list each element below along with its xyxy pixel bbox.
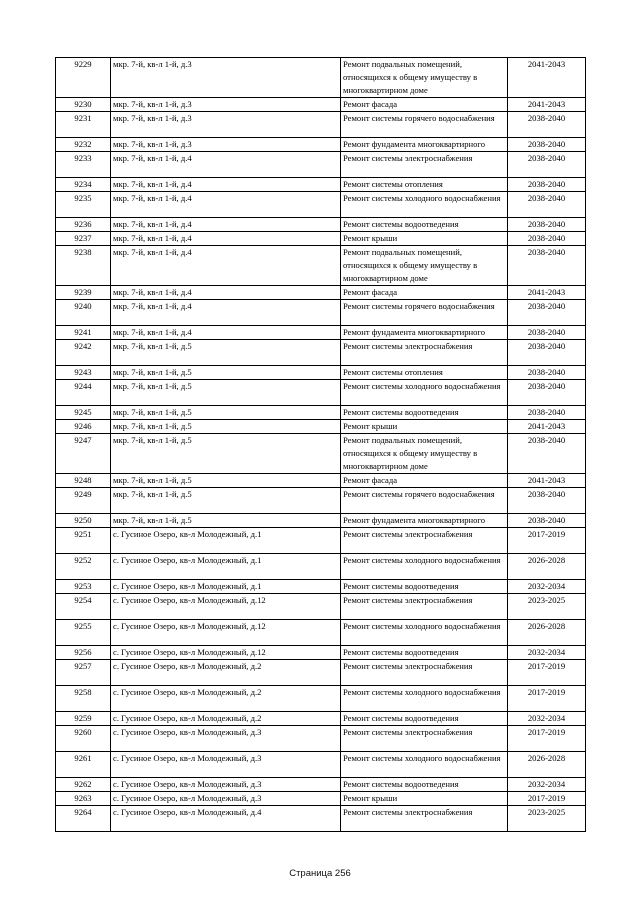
row-number-cell: 9235	[56, 192, 111, 218]
period-cell: 2038-2040	[508, 246, 586, 286]
period-cell: 2017-2019	[508, 686, 586, 712]
table-row	[56, 594, 586, 620]
row-number-cell: 9263	[56, 792, 111, 806]
work-type-cell: Ремонт крыши	[341, 420, 508, 434]
table-body	[56, 58, 586, 832]
address-cell: мкр. 7-й, кв-л 1-й, д.4	[111, 178, 341, 192]
address-cell: мкр. 7-й, кв-л 1-й, д.5	[111, 366, 341, 380]
address-cell: мкр. 7-й, кв-л 1-й, д.4	[111, 232, 341, 246]
address-cell: мкр. 7-й, кв-л 1-й, д.5	[111, 380, 341, 406]
work-schedule-table	[55, 57, 586, 832]
address-cell: с. Гусиное Озеро, кв-л Молодежный, д.12	[111, 594, 341, 620]
period-cell: 2038-2040	[508, 138, 586, 152]
work-type-cell: Ремонт фундамента многоквартирного	[341, 514, 508, 528]
row-number-cell: 9246	[56, 420, 111, 434]
address-cell: мкр. 7-й, кв-л 1-й, д.5	[111, 474, 341, 488]
work-type-cell: Ремонт системы электроснабжения	[341, 806, 508, 832]
row-number-cell: 9241	[56, 326, 111, 340]
page-number: Страница 256	[289, 868, 351, 879]
period-cell: 2026-2028	[508, 752, 586, 778]
table-row	[56, 752, 586, 778]
address-cell: мкр. 7-й, кв-л 1-й, д.5	[111, 488, 341, 514]
work-type-cell: Ремонт фасада	[341, 286, 508, 300]
period-cell: 2041-2043	[508, 286, 586, 300]
address-cell: с. Гусиное Озеро, кв-л Молодежный, д.1	[111, 580, 341, 594]
work-type-cell: Ремонт крыши	[341, 792, 508, 806]
row-number-cell: 9247	[56, 434, 111, 474]
row-number-cell: 9230	[56, 98, 111, 112]
work-type-cell: Ремонт системы водоотведения	[341, 646, 508, 660]
address-cell: мкр. 7-й, кв-л 1-й, д.3	[111, 112, 341, 138]
work-type-cell: Ремонт системы холодного водоснабжения	[341, 554, 508, 580]
work-type-cell: Ремонт системы холодного водоснабжения	[341, 752, 508, 778]
table-row	[56, 152, 586, 178]
work-type-cell: Ремонт системы холодного водоснабжения	[341, 192, 508, 218]
row-number-cell: 9237	[56, 232, 111, 246]
work-type-cell: Ремонт подвальных помещений, относящихся к общему имуществу в многоквартирном доме	[341, 58, 508, 98]
row-number-cell: 9248	[56, 474, 111, 488]
table-row	[56, 246, 586, 286]
address-cell: мкр. 7-й, кв-л 1-й, д.4	[111, 192, 341, 218]
table-row	[56, 686, 586, 712]
period-cell: 2023-2025	[508, 806, 586, 832]
table-row	[56, 112, 586, 138]
table-row	[56, 232, 586, 246]
period-cell: 2041-2043	[508, 474, 586, 488]
address-cell: мкр. 7-й, кв-л 1-й, д.3	[111, 138, 341, 152]
table-row	[56, 712, 586, 726]
period-cell: 2038-2040	[508, 340, 586, 366]
table-row	[56, 474, 586, 488]
work-type-cell: Ремонт системы холодного водоснабжения	[341, 380, 508, 406]
row-number-cell: 9260	[56, 726, 111, 752]
row-number-cell: 9252	[56, 554, 111, 580]
address-cell: мкр. 7-й, кв-л 1-й, д.3	[111, 58, 341, 98]
row-number-cell: 9239	[56, 286, 111, 300]
table-row	[56, 514, 586, 528]
period-cell: 2026-2028	[508, 554, 586, 580]
address-cell: с. Гусиное Озеро, кв-л Молодежный, д.3	[111, 778, 341, 792]
period-cell: 2038-2040	[508, 514, 586, 528]
table-row	[56, 488, 586, 514]
work-type-cell: Ремонт системы водоотведения	[341, 778, 508, 792]
table-row	[56, 58, 586, 98]
period-cell: 2017-2019	[508, 528, 586, 554]
address-cell: мкр. 7-й, кв-л 1-й, д.4	[111, 326, 341, 340]
period-cell: 2038-2040	[508, 192, 586, 218]
period-cell: 2032-2034	[508, 778, 586, 792]
table-row	[56, 300, 586, 326]
work-type-cell: Ремонт фасада	[341, 474, 508, 488]
row-number-cell: 9234	[56, 178, 111, 192]
period-cell: 2038-2040	[508, 326, 586, 340]
period-cell: 2017-2019	[508, 726, 586, 752]
address-cell: с. Гусиное Озеро, кв-л Молодежный, д.1	[111, 554, 341, 580]
period-cell: 2038-2040	[508, 380, 586, 406]
table-row	[56, 380, 586, 406]
period-cell: 2038-2040	[508, 152, 586, 178]
row-number-cell: 9236	[56, 218, 111, 232]
work-type-cell: Ремонт системы водоотведения	[341, 712, 508, 726]
row-number-cell: 9251	[56, 528, 111, 554]
row-number-cell: 9264	[56, 806, 111, 832]
period-cell: 2038-2040	[508, 178, 586, 192]
address-cell: мкр. 7-й, кв-л 1-й, д.4	[111, 152, 341, 178]
row-number-cell: 9253	[56, 580, 111, 594]
work-type-cell: Ремонт подвальных помещений, относящихся к общему имуществу в многоквартирном доме	[341, 434, 508, 474]
table-row	[56, 620, 586, 646]
period-cell: 2038-2040	[508, 366, 586, 380]
work-type-cell: Ремонт фундамента многоквартирного	[341, 326, 508, 340]
table-row	[56, 660, 586, 686]
period-cell: 2038-2040	[508, 218, 586, 232]
work-type-cell: Ремонт системы отопления	[341, 178, 508, 192]
period-cell: 2032-2034	[508, 712, 586, 726]
row-number-cell: 9257	[56, 660, 111, 686]
period-cell: 2017-2019	[508, 792, 586, 806]
address-cell: мкр. 7-й, кв-л 1-й, д.5	[111, 434, 341, 474]
address-cell: мкр. 7-й, кв-л 1-й, д.4	[111, 300, 341, 326]
table-row	[56, 326, 586, 340]
table-row	[56, 178, 586, 192]
row-number-cell: 9238	[56, 246, 111, 286]
period-cell: 2038-2040	[508, 406, 586, 420]
work-type-cell: Ремонт системы водоотведения	[341, 580, 508, 594]
row-number-cell: 9243	[56, 366, 111, 380]
row-number-cell: 9250	[56, 514, 111, 528]
period-cell: 2038-2040	[508, 112, 586, 138]
row-number-cell: 9231	[56, 112, 111, 138]
period-cell: 2041-2043	[508, 98, 586, 112]
address-cell: с. Гусиное Озеро, кв-л Молодежный, д.3	[111, 752, 341, 778]
row-number-cell: 9259	[56, 712, 111, 726]
table-row	[56, 726, 586, 752]
table-row	[56, 366, 586, 380]
row-number-cell: 9256	[56, 646, 111, 660]
address-cell: мкр. 7-й, кв-л 1-й, д.4	[111, 246, 341, 286]
work-type-cell: Ремонт системы электроснабжения	[341, 152, 508, 178]
work-type-cell: Ремонт крыши	[341, 232, 508, 246]
table-row	[56, 218, 586, 232]
address-cell: с. Гусиное Озеро, кв-л Молодежный, д.12	[111, 620, 341, 646]
work-type-cell: Ремонт фундамента многоквартирного	[341, 138, 508, 152]
period-cell: 2023-2025	[508, 594, 586, 620]
table-row	[56, 98, 586, 112]
table-row	[56, 138, 586, 152]
work-type-cell: Ремонт фасада	[341, 98, 508, 112]
row-number-cell: 9249	[56, 488, 111, 514]
address-cell: с. Гусиное Озеро, кв-л Молодежный, д.1	[111, 528, 341, 554]
work-type-cell: Ремонт системы электроснабжения	[341, 660, 508, 686]
table-row	[56, 192, 586, 218]
table-row	[56, 580, 586, 594]
work-type-cell: Ремонт системы электроснабжения	[341, 340, 508, 366]
row-number-cell: 9233	[56, 152, 111, 178]
table-row	[56, 286, 586, 300]
table-row	[56, 434, 586, 474]
row-number-cell: 9242	[56, 340, 111, 366]
work-type-cell: Ремонт системы водоотведения	[341, 406, 508, 420]
table-row	[56, 792, 586, 806]
work-type-cell: Ремонт системы холодного водоснабжения	[341, 686, 508, 712]
table-row	[56, 646, 586, 660]
work-type-cell: Ремонт системы горячего водоснабжения	[341, 112, 508, 138]
row-number-cell: 9245	[56, 406, 111, 420]
address-cell: с. Гусиное Озеро, кв-л Молодежный, д.4	[111, 806, 341, 832]
table-row	[56, 554, 586, 580]
period-cell: 2041-2043	[508, 58, 586, 98]
period-cell: 2038-2040	[508, 488, 586, 514]
work-type-cell: Ремонт подвальных помещений, относящихся к общему имуществу в многоквартирном доме	[341, 246, 508, 286]
row-number-cell: 9254	[56, 594, 111, 620]
address-cell: с. Гусиное Озеро, кв-л Молодежный, д.2	[111, 660, 341, 686]
row-number-cell: 9262	[56, 778, 111, 792]
address-cell: мкр. 7-й, кв-л 1-й, д.4	[111, 218, 341, 232]
period-cell: 2038-2040	[508, 434, 586, 474]
address-cell: мкр. 7-й, кв-л 1-й, д.4	[111, 286, 341, 300]
period-cell: 2038-2040	[508, 232, 586, 246]
work-type-cell: Ремонт системы электроснабжения	[341, 528, 508, 554]
row-number-cell: 9240	[56, 300, 111, 326]
row-number-cell: 9255	[56, 620, 111, 646]
work-type-cell: Ремонт системы электроснабжения	[341, 726, 508, 752]
work-type-cell: Ремонт системы горячего водоснабжения	[341, 300, 508, 326]
work-type-cell: Ремонт системы холодного водоснабжения	[341, 620, 508, 646]
work-type-cell: Ремонт системы электроснабжения	[341, 594, 508, 620]
period-cell: 2032-2034	[508, 646, 586, 660]
period-cell: 2038-2040	[508, 300, 586, 326]
period-cell: 2041-2043	[508, 420, 586, 434]
table-row	[56, 406, 586, 420]
address-cell: с. Гусиное Озеро, кв-л Молодежный, д.3	[111, 726, 341, 752]
row-number-cell: 9261	[56, 752, 111, 778]
address-cell: с. Гусиное Озеро, кв-л Молодежный, д.2	[111, 686, 341, 712]
work-type-cell: Ремонт системы отопления	[341, 366, 508, 380]
row-number-cell: 9244	[56, 380, 111, 406]
period-cell: 2032-2034	[508, 580, 586, 594]
row-number-cell: 9232	[56, 138, 111, 152]
table-row	[56, 806, 586, 832]
address-cell: с. Гусиное Озеро, кв-л Молодежный, д.12	[111, 646, 341, 660]
address-cell: мкр. 7-й, кв-л 1-й, д.5	[111, 514, 341, 528]
row-number-cell: 9229	[56, 58, 111, 98]
work-type-cell: Ремонт системы горячего водоснабжения	[341, 488, 508, 514]
table-row	[56, 528, 586, 554]
address-cell: мкр. 7-й, кв-л 1-й, д.5	[111, 406, 341, 420]
address-cell: с. Гусиное Озеро, кв-л Молодежный, д.3	[111, 792, 341, 806]
table-row	[56, 420, 586, 434]
address-cell: с. Гусиное Озеро, кв-л Молодежный, д.2	[111, 712, 341, 726]
period-cell: 2026-2028	[508, 620, 586, 646]
row-number-cell: 9258	[56, 686, 111, 712]
address-cell: мкр. 7-й, кв-л 1-й, д.3	[111, 98, 341, 112]
address-cell: мкр. 7-й, кв-л 1-й, д.5	[111, 340, 341, 366]
work-type-cell: Ремонт системы водоотведения	[341, 218, 508, 232]
table-row	[56, 340, 586, 366]
table-row	[56, 778, 586, 792]
address-cell: мкр. 7-й, кв-л 1-й, д.5	[111, 420, 341, 434]
period-cell: 2017-2019	[508, 660, 586, 686]
